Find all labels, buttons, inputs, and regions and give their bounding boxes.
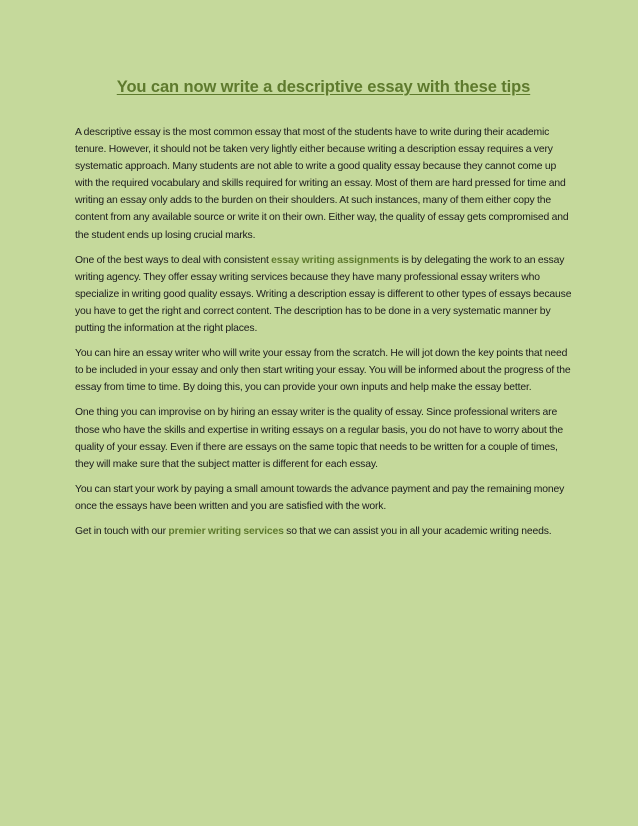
essay-writing-assignments-link[interactable]: essay writing assignments: [271, 254, 400, 266]
paragraph-text: is by delegating the work to an essay writing agency. They offer essay writing services because they have many professional essay writers who specialize in writing good quality essays. Writing a description essay is different to other types of essays because you have to get the right and correct content. The description has to be done in a very systematic manner by putting the information at the right places.: [75, 254, 572, 335]
paragraph-text: One of the best ways to deal with consistent: [75, 254, 272, 266]
document-title: You can now write a descriptive essay with these tips: [116, 78, 531, 96]
paragraph-6: [75, 523, 572, 540]
paragraph-text: so that we can assist you in all your academic writing needs.: [283, 525, 552, 537]
paragraph-1: [75, 124, 572, 244]
paragraph-text: You can start your work by paying a small amount towards the advance payment and pay the remaining money once the essays have been written and you are satisfied with the work.: [75, 483, 565, 512]
paragraph-4: [75, 404, 572, 472]
paragraph-text: You can hire an essay writer who will write your essay from the scratch. He will jot down the key points that need to be included in your essay and only then start writing your essay. You will be informed about the progress of the essay from time to time. By doing this, you can provide your own inputs and help make the essay better.: [75, 348, 571, 394]
paragraph-5: [75, 481, 572, 515]
paragraph-3: [75, 345, 572, 396]
paragraph-text: Get in touch with our: [75, 525, 169, 537]
paragraph-2: [75, 252, 572, 337]
premier-writing-services-link[interactable]: premier writing services: [168, 525, 284, 537]
paragraph-text: A descriptive essay is the most common essay that most of the students have to write during their academic tenure. However, it should not be taken very lightly either because writing a description essay requires a very systematic approach. Many students are not able to write a good quality essay because they cannot come up with the required vocabulary and skills required for writing an essay. Most of them are hard pressed for time and writing an essay only adds to the burden on their shoulders. At such instances, many of them either copy the content from any available source or write it on their own. Either way, the quality of essay gets compromised and the student ends up losing crucial marks.: [75, 127, 569, 241]
paragraph-text: One thing you can improvise on by hiring an essay writer is the quality of essay. Since professional writers are those who have the skills and expertise in writing essays on a regular basis, you do not have to worry about the quality of your essay. Even if there are essays on the same topic that needs to be written for a couple of times, they will make sure that the subject matter is different for each essay.: [75, 407, 564, 470]
